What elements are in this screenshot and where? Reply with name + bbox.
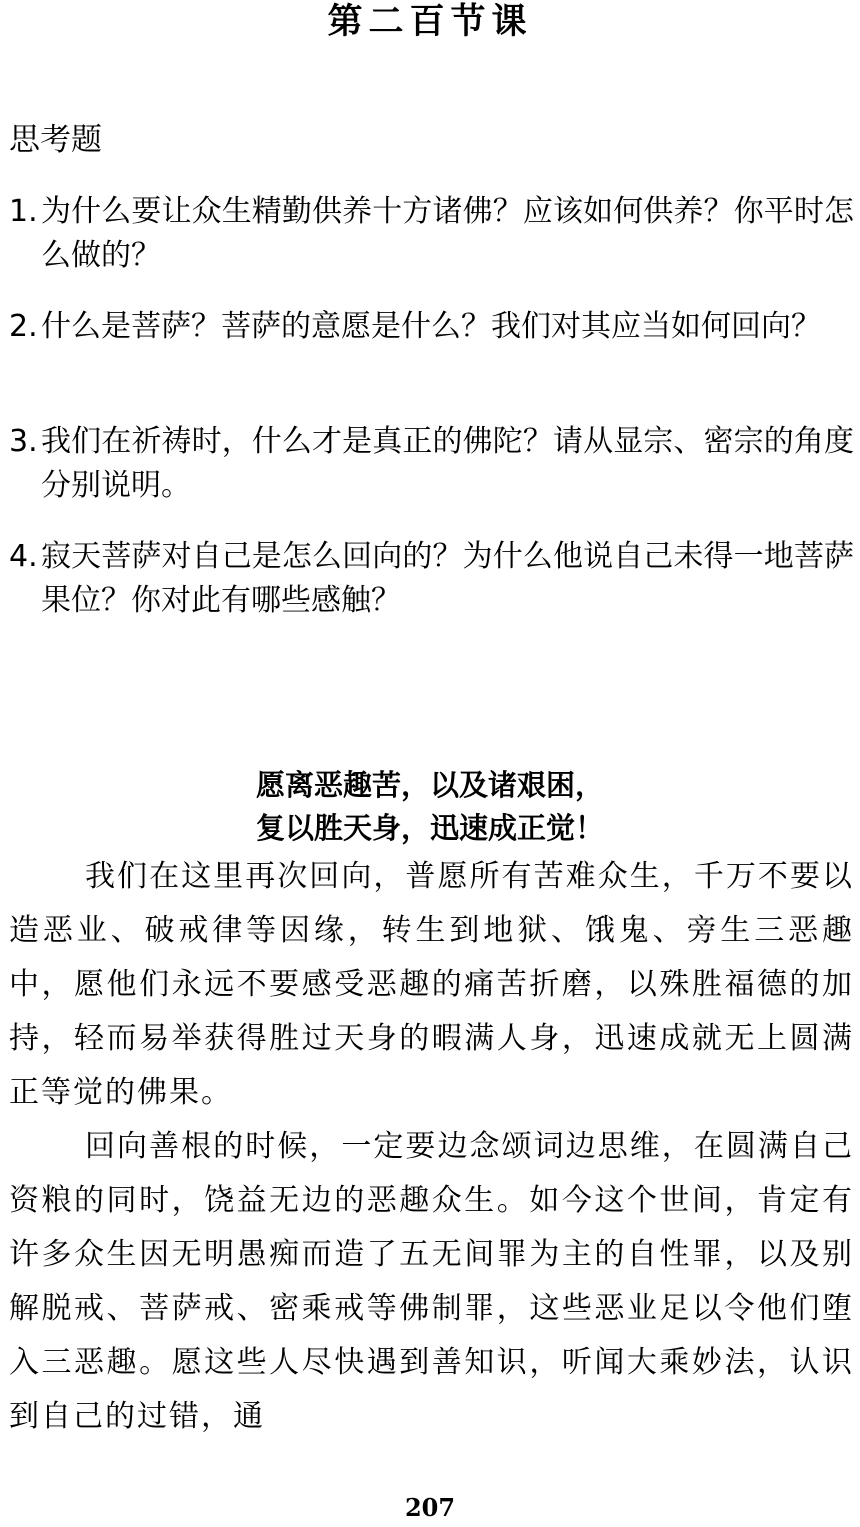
question-number: 1.	[9, 194, 38, 229]
verse-block	[0, 764, 860, 850]
questions-heading: 思考题	[9, 122, 102, 158]
question-number: 4.	[9, 539, 38, 574]
page-number: 207	[404, 1493, 456, 1522]
question-number: 3.	[9, 424, 38, 459]
question-item	[9, 420, 854, 508]
question-text: 为什么要让众生精勤供养十方诸佛？应该如何供养？你平时怎么做的？	[41, 194, 854, 273]
question-number: 2.	[9, 309, 38, 344]
question-text: 寂天菩萨对自己是怎么回向的？为什么他说自己未得一地菩萨果位？你对此有哪些感触？	[41, 539, 854, 618]
question-text: 什么是菩萨？菩萨的意愿是什么？我们对其应当如何回向？	[41, 309, 821, 344]
commentary-body	[9, 850, 854, 1444]
commentary-paragraph: 我们在这里再次回向，普愿所有苦难众生，千万不要以造恶业、破戒律等因缘，转生到地狱、饿鬼、旁生三恶趣中，愿他们永远不要感受恶趣的痛苦折磨，以殊胜福德的加持，轻而易举获得胜过天身的暇满人身，迅速成就无上圆满正等觉的佛果。	[9, 859, 854, 1110]
verse-line: 愿离恶趣苦，以及诸艰困，	[255, 768, 604, 802]
question-text: 我们在祈祷时，什么才是真正的佛陀？请从显宗、密宗的角度分别说明。	[41, 424, 854, 503]
question-item	[9, 305, 854, 393]
page-title: 第二百节课	[327, 1, 533, 42]
question-item	[9, 535, 854, 623]
question-item	[9, 190, 854, 278]
verse-line: 复以胜天身，迅速成正觉！	[255, 811, 604, 845]
questions-list	[9, 190, 854, 650]
commentary-paragraph: 回向善根的时候，一定要边念颂词边思维，在圆满自己资粮的同时，饶益无边的恶趣众生。如今这个世间，肯定有许多众生因无明愚痴而造了五无间罪为主的自性罪，以及别解脱戒、菩萨戒、密乘戒等佛制罪，这些恶业足以令他们堕入三恶趣。愿这些人尽快遇到善知识，听闻大乘妙法，认识到自己的过错，通	[9, 1129, 854, 1434]
